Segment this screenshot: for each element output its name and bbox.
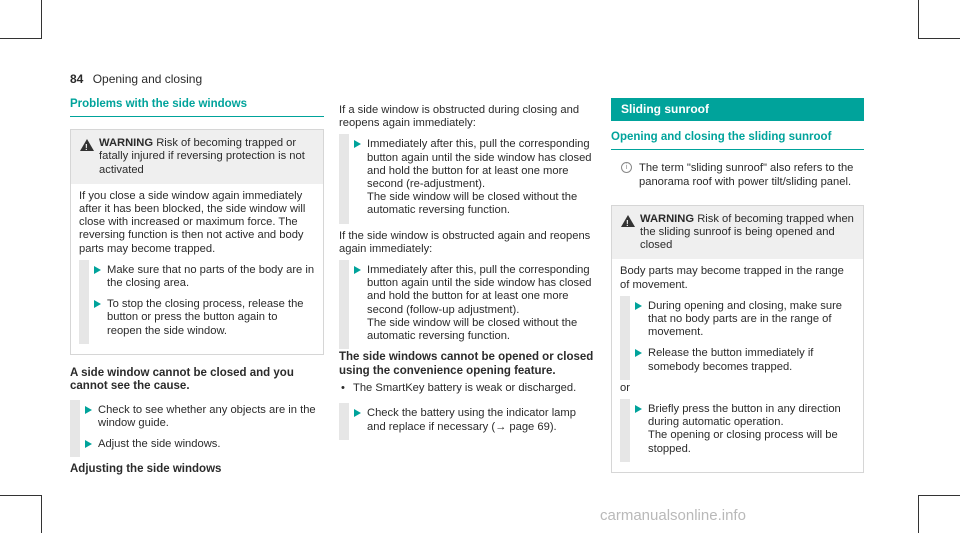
- subheading: Adjusting the side windows: [70, 463, 222, 476]
- column-left: [70, 98, 324, 487]
- section-title: Opening and closing: [92, 72, 203, 86]
- step: Immediately after this, pull the corresponding button again until the side window has closed and hold the button for at least one more second (follow-up adjustment). The side window will be closed without the automatic reversing function.: [339, 264, 597, 343]
- crop-mark: [918, 0, 919, 39]
- subheading: A side window cannot be closed and you cannot see the cause.: [70, 366, 294, 393]
- warning-icon: [621, 215, 635, 227]
- step: During opening and closing, make sure that no body parts are in the range of movement.: [620, 300, 855, 340]
- intro-text: If the side window is obstructed again and reopens again immediately:: [339, 229, 591, 255]
- warning-text: Body parts may become trapped in the range of movement.: [620, 265, 844, 291]
- step: To stop the closing process, release the button or press the button again to reopen the side window.: [79, 298, 315, 338]
- arrow-icon: [354, 409, 361, 417]
- step: Adjust the side windows.: [70, 438, 324, 451]
- arrow-icon: [94, 266, 101, 274]
- arrow-icon: [354, 140, 361, 148]
- warning-body: [612, 259, 863, 471]
- info-icon: i: [621, 162, 632, 173]
- warning-label: WARNING: [640, 212, 695, 225]
- step: Briefly press the button in any direction during automatic operation. The opening or closing process will be stopped.: [620, 403, 855, 456]
- crop-mark: [41, 0, 42, 39]
- crop-mark: [0, 495, 42, 496]
- section-banner: Sliding sunroof: [611, 98, 864, 121]
- warning-icon: [80, 139, 94, 151]
- warning-label: WARNING: [99, 137, 154, 150]
- warning-title: Risk of becoming trapped or fatally injured if reversing protection is not activated: [99, 137, 305, 176]
- step: Immediately after this, pull the corresponding button again until the side window has closed and hold the button for at least one more second (re-adjustment). The side window will be closed without the automatic reversing function.: [339, 138, 597, 217]
- arrow-icon: [635, 302, 642, 310]
- arrow-icon: [635, 405, 642, 413]
- warning-header: [612, 206, 863, 260]
- step: Check the battery using the indicator lamp and replace if necessary (→ page 69).: [339, 407, 597, 433]
- page-number: 84: [70, 72, 84, 86]
- section-heading: Problems with the side windows: [70, 98, 324, 117]
- crop-mark: [41, 495, 42, 533]
- or-text: or: [620, 381, 630, 394]
- warning-body: [71, 184, 323, 354]
- warning-header: [71, 130, 323, 184]
- warning-title: Risk of becoming trapped when the sliding sunroof is being opened and closed: [640, 212, 854, 252]
- step: Check to see whether any objects are in the window guide.: [70, 404, 324, 430]
- section-heading: Opening and closing the sliding sunroof: [611, 131, 864, 150]
- column-middle: [339, 104, 597, 442]
- step: Make sure that no parts of the body are in the closing area.: [79, 264, 315, 290]
- watermark: carmanualsonline.info: [600, 507, 746, 524]
- arrow-icon: [85, 440, 92, 448]
- warning-box: [70, 129, 324, 355]
- warning-text: If you close a side window again immediately after it has been blocked, the side window will close with increased or maximum force. The reversing function is then not active and body parts may become trapped.: [79, 189, 306, 255]
- arrow-icon: [85, 406, 92, 414]
- page-header: [70, 72, 202, 86]
- subheading: The side windows cannot be opened or closed using the convenience opening feature.: [339, 351, 594, 377]
- arrow-icon: [354, 266, 361, 274]
- arrow-icon: [94, 300, 101, 308]
- arrow-icon: [635, 349, 642, 357]
- warning-box: [611, 205, 864, 473]
- intro-text: If a side window is obstructed during closing and reopens again immediately:: [339, 104, 580, 130]
- column-right: [611, 98, 864, 479]
- crop-mark: [0, 38, 42, 39]
- crop-mark: [918, 38, 960, 39]
- step: Release the button immediately if somebody becomes trapped.: [620, 347, 855, 373]
- list-item: • The SmartKey battery is weak or discharged.: [339, 382, 597, 395]
- crop-mark: [918, 495, 960, 496]
- crop-mark: [918, 495, 919, 533]
- note: i The term "sliding sunroof" also refers to the panorama roof with power tilt/sliding panel.: [611, 162, 864, 188]
